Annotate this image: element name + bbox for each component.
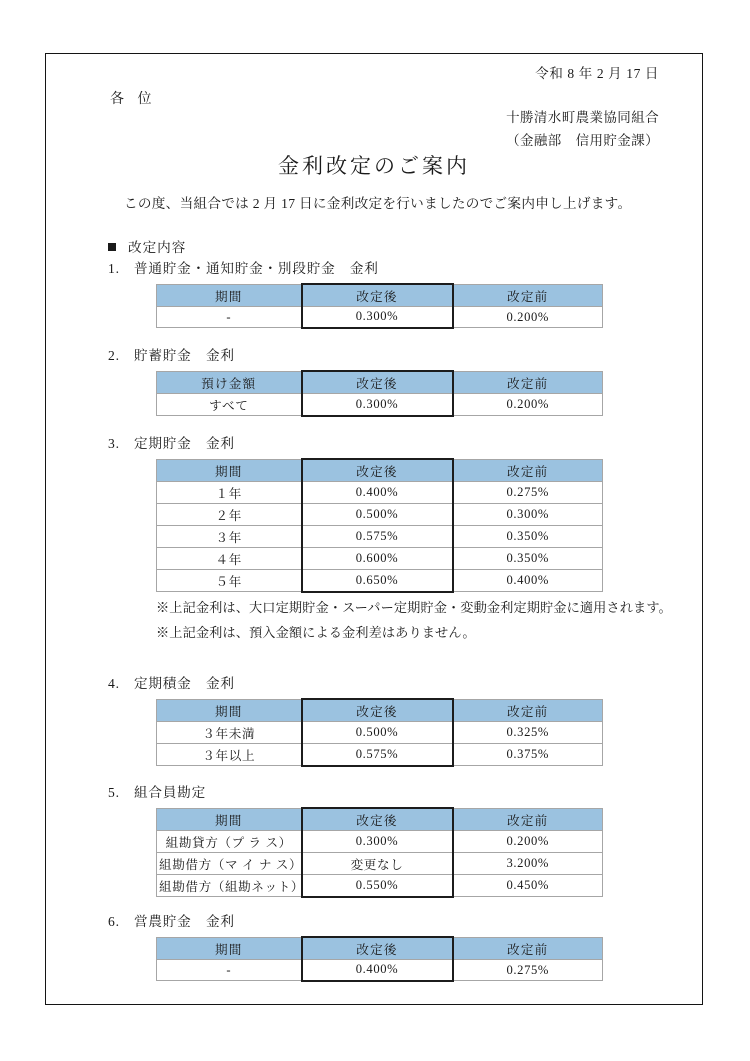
organization-department: （金融部 信用貯金課） — [506, 133, 659, 148]
row-label: ５年 — [157, 570, 302, 592]
section-4-label: 定期積金 金利 — [134, 676, 235, 691]
rate-before: 0.275% — [453, 960, 603, 981]
rate-before: 0.375% — [453, 744, 603, 766]
rate-after: 0.500% — [302, 504, 453, 526]
section-3-number: 3. — [108, 436, 120, 451]
rate-after: 0.600% — [302, 548, 453, 570]
table-row — [157, 744, 603, 766]
row-label: ２年 — [157, 504, 302, 526]
section-4 — [108, 672, 668, 767]
column-header-after: 改定後 — [302, 371, 453, 394]
table-header-row — [157, 459, 603, 482]
column-header-period: 期間 — [157, 699, 302, 722]
section-5-label: 組合員勘定 — [134, 785, 206, 800]
section-3-table — [156, 458, 603, 593]
section-3-label: 定期貯金 金利 — [134, 436, 235, 451]
table-row — [157, 504, 603, 526]
rate-after: 0.300% — [302, 307, 453, 328]
section-6-table — [156, 936, 603, 982]
page-inner — [46, 54, 702, 1004]
column-header-period: 期間 — [157, 284, 302, 307]
table-row — [157, 875, 603, 897]
section-1-table — [156, 283, 603, 329]
table-row — [157, 307, 603, 328]
section-5-table — [156, 807, 603, 898]
rate-before: 0.350% — [453, 548, 603, 570]
column-header-after: 改定後 — [302, 808, 453, 831]
table-row — [157, 853, 603, 875]
section-2-label: 貯蓄貯金 金利 — [134, 348, 235, 363]
section-1-title — [108, 257, 668, 277]
square-bullet-icon — [108, 243, 116, 251]
row-label: - — [157, 960, 302, 981]
rate-before: 0.450% — [453, 875, 603, 897]
section-5-number: 5. — [108, 785, 120, 800]
rate-after: 0.300% — [302, 831, 453, 853]
column-header-period: 期間 — [157, 808, 302, 831]
rate-before: 0.200% — [453, 307, 603, 328]
revision-content-label: 改定内容 — [128, 240, 187, 255]
rate-after: 0.575% — [302, 526, 453, 548]
document-page — [45, 53, 703, 1005]
table-header-row — [157, 371, 603, 394]
column-header-after: 改定後 — [302, 699, 453, 722]
row-label: 組勘借方（マ イ ナ ス） — [157, 853, 302, 875]
rate-before: 0.300% — [453, 504, 603, 526]
section-3-notes — [156, 595, 672, 645]
section-4-title — [108, 672, 668, 692]
rate-after: 0.400% — [302, 482, 453, 504]
table-header-row — [157, 937, 603, 960]
organization-name: 十勝清水町農業協同組合 — [506, 110, 659, 125]
column-header-before: 改定前 — [453, 459, 603, 482]
note-line-2: ※上記金利は、預入金額による金利差はありません。 — [156, 625, 476, 640]
rate-after: 変更なし — [302, 853, 453, 875]
table-row — [157, 831, 603, 853]
section-1-number: 1. — [108, 261, 120, 276]
section-1 — [108, 257, 668, 329]
section-6-title — [108, 910, 668, 930]
column-header-before: 改定前 — [453, 808, 603, 831]
rate-before: 0.350% — [453, 526, 603, 548]
page-title: 金利改定のご案内 — [278, 154, 470, 178]
section-2-number: 2. — [108, 348, 120, 363]
section-3 — [108, 432, 668, 593]
row-label: - — [157, 307, 302, 328]
rate-before: 0.325% — [453, 722, 603, 744]
row-label: １年 — [157, 482, 302, 504]
table-row — [157, 394, 603, 416]
section-3-title — [108, 432, 668, 452]
section-6 — [108, 910, 668, 982]
column-header-period: 期間 — [157, 459, 302, 482]
rate-after: 0.400% — [302, 960, 453, 981]
column-header-before: 改定前 — [453, 284, 603, 307]
column-header-period: 期間 — [157, 937, 302, 960]
column-header-after: 改定後 — [302, 937, 453, 960]
section-2 — [108, 344, 668, 417]
section-2-table — [156, 370, 603, 417]
section-4-number: 4. — [108, 676, 120, 691]
row-label: ３年 — [157, 526, 302, 548]
table-row — [157, 722, 603, 744]
rate-before: 0.200% — [453, 831, 603, 853]
row-label: ３年未満 — [157, 722, 302, 744]
table-row — [157, 548, 603, 570]
table-row — [157, 526, 603, 548]
section-2-title — [108, 344, 668, 364]
table-header-row — [157, 808, 603, 831]
table-row — [157, 570, 603, 592]
column-header-before: 改定前 — [453, 371, 603, 394]
revision-content-heading — [108, 236, 186, 256]
table-row — [157, 482, 603, 504]
section-6-label: 営農貯金 金利 — [134, 914, 235, 929]
rate-before: 3.200% — [453, 853, 603, 875]
rate-after: 0.500% — [302, 722, 453, 744]
document-date: 令和 8 年 2 月 17 日 — [535, 66, 659, 81]
intro-paragraph: この度、当組合では 2 月 17 日に金利改定を行いましたのでご案内申し上げます。 — [124, 196, 632, 211]
table-header-row — [157, 284, 603, 307]
rate-before: 0.400% — [453, 570, 603, 592]
section-6-number: 6. — [108, 914, 120, 929]
rate-after: 0.300% — [302, 394, 453, 416]
rate-before: 0.275% — [453, 482, 603, 504]
row-label: 組勘借方（組勘ネット） — [157, 875, 302, 897]
rate-after: 0.650% — [302, 570, 453, 592]
section-1-label: 普通貯金・通知貯金・別段貯金 金利 — [134, 261, 379, 276]
row-label: ３年以上 — [157, 744, 302, 766]
row-label: 組勘貸方（プ ラ ス） — [157, 831, 302, 853]
column-header-before: 改定前 — [453, 699, 603, 722]
column-header-before: 改定前 — [453, 937, 603, 960]
table-row — [157, 960, 603, 981]
column-header-after: 改定後 — [302, 284, 453, 307]
note-line-1: ※上記金利は、大口定期貯金・スーパー定期貯金・変動金利定期貯金に適用されます。 — [156, 600, 672, 615]
addressee: 各 位 — [110, 92, 157, 107]
table-header-row — [157, 699, 603, 722]
column-header-after: 改定後 — [302, 459, 453, 482]
row-label: すべて — [157, 394, 302, 416]
section-5 — [108, 781, 668, 898]
column-header-deposit-amount: 預け金額 — [157, 371, 302, 394]
rate-after: 0.575% — [302, 744, 453, 766]
rate-before: 0.200% — [453, 394, 603, 416]
rate-after: 0.550% — [302, 875, 453, 897]
section-4-table — [156, 698, 603, 767]
row-label: ４年 — [157, 548, 302, 570]
section-5-title — [108, 781, 668, 801]
